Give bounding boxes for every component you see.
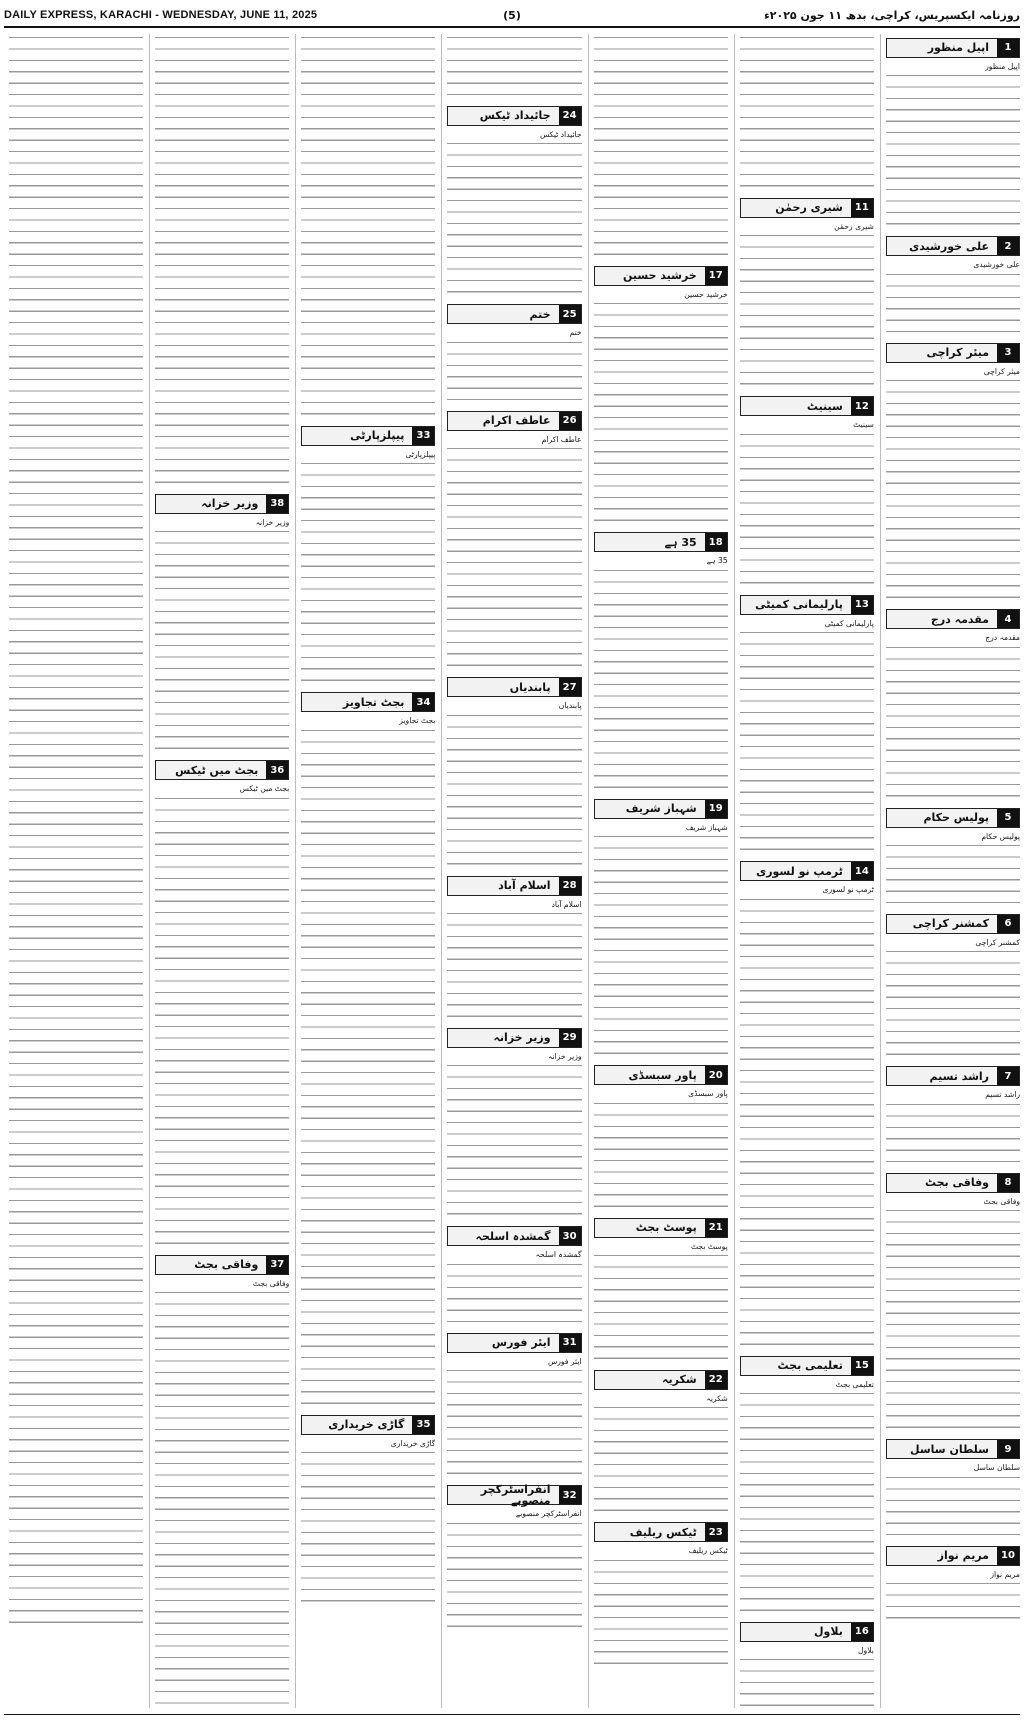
page-bottom-rule (4, 1714, 1020, 1715)
section-header (155, 1255, 289, 1275)
section-header (301, 1415, 435, 1435)
section-number: 31 (559, 1334, 581, 1352)
article-body (886, 1207, 1020, 1435)
column-5 (295, 34, 435, 1708)
section-title: ٹرمپ نو لسوری (756, 864, 843, 878)
section-header (740, 861, 874, 881)
section-header (301, 692, 435, 712)
article-text: گمشدہ اسلحہ (535, 1250, 582, 1260)
section-title: وفاقی بجٹ (924, 1176, 989, 1190)
section-number: 2 (997, 237, 1019, 255)
section-number: 38 (266, 495, 288, 513)
section-header (447, 411, 581, 431)
article-body (594, 1404, 728, 1518)
column-1 (880, 34, 1020, 1708)
section-title: تعلیمی بجٹ (777, 1358, 843, 1372)
section-title: پارلیمانی کمیٹی (755, 598, 843, 612)
article-body (886, 948, 1020, 1062)
section-header (447, 1028, 581, 1048)
section-title: اسلام آباد (498, 878, 551, 892)
article-body (886, 271, 1020, 339)
article-body (740, 896, 874, 1124)
article-body (594, 567, 728, 795)
section-number: 26 (559, 412, 581, 430)
section-title: وزیر خزانہ (493, 1031, 551, 1045)
article-body (155, 1517, 289, 1708)
article-body (886, 72, 1020, 232)
article-body (155, 262, 289, 490)
article-columns (4, 28, 1020, 1708)
article-body (301, 460, 435, 688)
article-text: اپیل منظور (985, 62, 1020, 71)
section-title: وفاقی بجٹ (194, 1258, 259, 1272)
article-text: خرشید حسین (684, 290, 728, 299)
article-text: سینیٹ (853, 420, 874, 430)
section-number: 13 (851, 596, 873, 614)
article-body (155, 1023, 289, 1251)
article-text: ٹیکس ریلیف (688, 1546, 728, 1556)
column-4 (441, 34, 581, 1708)
article-body (594, 1100, 728, 1214)
column-3 (588, 34, 728, 1708)
section-title: بجٹ میں ٹیکس (175, 763, 259, 777)
article-text: ختم (569, 328, 582, 338)
section-title: پیپلزپارٹی (350, 429, 405, 443)
article-text: میئر کراچی (983, 366, 1020, 376)
section-header (447, 1333, 581, 1353)
article-body (740, 1124, 874, 1352)
section-header (886, 914, 1020, 934)
article-body (740, 1390, 874, 1618)
page-number: (5) (503, 8, 521, 22)
section-header (594, 266, 728, 286)
section-title: گاڑی خریداری (328, 1418, 405, 1432)
article-body (9, 1402, 143, 1630)
section-title: بلاول (813, 1625, 843, 1639)
section-title: شکریہ (662, 1373, 697, 1387)
article-text: اسلام آباد (551, 899, 582, 909)
section-number: 27 (559, 678, 581, 696)
section-number: 7 (997, 1067, 1019, 1085)
article-body (9, 718, 143, 946)
section-title: گمشدہ اسلحہ (475, 1229, 551, 1243)
section-number: 18 (705, 533, 727, 551)
article-text: پوسٹ بجٹ (690, 1241, 728, 1251)
article-text: انفراسٹرکچر منصوبے (515, 1509, 582, 1519)
section-number: 16 (851, 1623, 873, 1641)
article-text: وفاقی بجٹ (252, 1278, 290, 1288)
article-body (301, 1449, 435, 1609)
section-number: 34 (412, 693, 434, 711)
article-body (447, 1367, 581, 1481)
article-body (447, 1520, 581, 1634)
section-number: 15 (851, 1357, 873, 1375)
article-body (9, 946, 143, 1174)
section-number: 10 (997, 1547, 1019, 1565)
article-text: پارلیمانی کمیٹی (824, 618, 874, 628)
section-number: 19 (705, 800, 727, 818)
section-title: بجٹ تجاویز (342, 695, 405, 709)
section-header (886, 1439, 1020, 1459)
article-body (9, 34, 143, 262)
section-number: 8 (997, 1174, 1019, 1192)
section-header (886, 1546, 1020, 1566)
section-header (886, 1173, 1020, 1193)
article-text: پیپلزپارٹی (405, 450, 436, 459)
article-text: ایئر فورس (547, 1356, 582, 1366)
section-number: 32 (559, 1486, 581, 1504)
article-body (9, 490, 143, 718)
article-text: راشد تسیم (985, 1090, 1020, 1100)
section-title: 35 ہے (664, 535, 697, 549)
section-header (447, 677, 581, 697)
section-header (155, 494, 289, 514)
article-text: علی خورشیدی (973, 260, 1020, 270)
article-body (740, 629, 874, 857)
section-title: پوسٹ بجٹ (635, 1220, 697, 1234)
article-body (301, 262, 435, 422)
article-body (447, 1261, 581, 1329)
article-body (9, 1174, 143, 1402)
article-text: تعلیمی بجٹ (835, 1379, 874, 1389)
article-text: شکریہ (706, 1394, 728, 1404)
article-text: پابندیاں (558, 701, 582, 711)
section-header (447, 106, 581, 126)
section-header (740, 396, 874, 416)
section-number: 24 (559, 107, 581, 125)
section-number: 5 (997, 809, 1019, 827)
section-title: پولیس حکام (923, 810, 989, 824)
section-title: راشد تسیم (929, 1069, 989, 1083)
section-number: 6 (997, 915, 1019, 933)
article-body (886, 377, 1020, 605)
section-title: ٹیکس ریلیف (629, 1525, 697, 1539)
article-text: کمشنر کراچی (975, 938, 1020, 948)
article-text: بجٹ میں ٹیکس (239, 784, 290, 794)
section-number: 25 (559, 305, 581, 323)
article-body (447, 712, 581, 872)
article-body (886, 1474, 1020, 1542)
article-body (740, 1656, 874, 1708)
article-body (155, 528, 289, 756)
article-text: پاور سبسڈی (688, 1089, 728, 1099)
section-title: ختم (529, 307, 551, 321)
article-body (886, 1101, 1020, 1169)
section-title: سینیٹ (806, 399, 843, 413)
article-body (740, 34, 874, 194)
section-number: 9 (997, 1440, 1019, 1458)
article-text: بلاول (858, 1646, 874, 1656)
article-body (740, 431, 874, 591)
article-body (155, 1289, 289, 1517)
article-text: مقدمہ درج (985, 633, 1020, 643)
section-title: مقدمہ درج (930, 612, 989, 626)
section-title: عاطف اکرام (482, 414, 551, 428)
article-body (594, 300, 728, 528)
masthead-english-date: DAILY EXPRESS, KARACHI - WEDNESDAY, JUNE 11, 2025 (4, 9, 318, 21)
section-number: 37 (266, 1256, 288, 1274)
article-body (447, 34, 581, 102)
section-title: پابندیاں (509, 680, 551, 694)
column-6 (149, 34, 289, 1708)
article-text: سلطان ساسل (973, 1463, 1020, 1473)
section-number: 14 (851, 862, 873, 880)
section-number: 12 (851, 397, 873, 415)
section-title: سلطان ساسل (910, 1442, 989, 1456)
article-text: وزیر خزانہ (255, 518, 290, 527)
article-body (594, 1557, 728, 1671)
section-number: 36 (266, 761, 288, 779)
section-header (594, 799, 728, 819)
article-body (886, 1580, 1020, 1626)
article-text: وزیر خزانہ (547, 1052, 582, 1062)
section-title: شیری رحمٰن (775, 201, 843, 215)
article-text: عاطف اکرام (541, 434, 582, 444)
article-text: شہباز شریف (685, 822, 728, 832)
section-header (594, 532, 728, 552)
section-number: 4 (997, 610, 1019, 628)
section-header (886, 808, 1020, 828)
section-header (447, 1482, 581, 1508)
section-title: مریم نواز (937, 1548, 989, 1562)
section-header (447, 304, 581, 324)
section-number: 20 (705, 1066, 727, 1084)
section-title: خرشید حسین (622, 269, 697, 283)
article-body (594, 833, 728, 1061)
section-number: 35 (412, 1416, 434, 1434)
section-number: 29 (559, 1029, 581, 1047)
section-number: 28 (559, 877, 581, 895)
section-header (740, 1356, 874, 1376)
article-body (301, 34, 435, 262)
section-number: 21 (705, 1219, 727, 1237)
section-header (886, 236, 1020, 256)
section-title: جائیداد ٹیکس (479, 109, 551, 123)
article-body (155, 34, 289, 262)
section-title: ایئر فورس (491, 1336, 551, 1350)
section-header (155, 760, 289, 780)
section-title: انفراسٹرکچر منصوبے (480, 1482, 551, 1508)
article-body (9, 262, 143, 490)
column-7 (4, 34, 143, 1708)
section-header (740, 1622, 874, 1642)
section-header (594, 1370, 728, 1390)
article-body (301, 955, 435, 1183)
section-title: میئر کراچی (926, 346, 989, 360)
article-body (301, 1183, 435, 1411)
article-text: وفاقی بجٹ (983, 1196, 1020, 1206)
article-text: مریم نواز (990, 1569, 1020, 1579)
section-number: 11 (851, 199, 873, 217)
section-title: وزیر خزانہ (201, 497, 259, 511)
article-text: شیری رحمٰن (834, 222, 874, 231)
section-title: اپیل منظور (927, 41, 989, 55)
section-header (740, 198, 874, 218)
article-body (155, 795, 289, 1023)
article-body (301, 727, 435, 955)
article-body (886, 644, 1020, 804)
article-body (886, 842, 1020, 910)
article-body (447, 1062, 581, 1222)
section-header (594, 1218, 728, 1238)
section-header (886, 1066, 1020, 1086)
section-number: 17 (705, 267, 727, 285)
article-body (447, 140, 581, 300)
article-text: پولیس حکام (981, 831, 1020, 841)
section-title: کمشنر کراچی (912, 917, 989, 931)
section-number: 30 (559, 1227, 581, 1245)
section-header (301, 426, 435, 446)
article-text: جائیداد ٹیکس (539, 130, 582, 139)
article-text: گاڑی خریداری (390, 1438, 436, 1448)
section-number: 22 (705, 1371, 727, 1389)
article-body (594, 34, 728, 262)
article-body (447, 910, 581, 1024)
section-header (886, 38, 1020, 58)
section-header (740, 595, 874, 615)
section-header (886, 343, 1020, 363)
section-number: 1 (997, 39, 1019, 57)
section-title: پاور سبسڈی (628, 1068, 697, 1082)
article-text: بجٹ تجاویز (399, 716, 436, 726)
article-body (447, 339, 581, 407)
section-title: شہباز شریف (625, 802, 697, 816)
column-2 (734, 34, 874, 1708)
section-header (594, 1522, 728, 1542)
section-header (447, 1226, 581, 1246)
masthead (4, 4, 1020, 28)
section-header (594, 1065, 728, 1085)
section-number: 23 (705, 1523, 727, 1541)
article-text: ٹرمپ نو لسوری (822, 885, 874, 895)
section-header (447, 876, 581, 896)
article-text: 35 ہے (706, 556, 728, 566)
section-number: 33 (412, 427, 434, 445)
section-header (886, 609, 1020, 629)
section-number: 3 (997, 344, 1019, 362)
article-body (447, 445, 581, 673)
section-title: علی خورشیدی (909, 239, 989, 253)
article-body (594, 1252, 728, 1366)
article-body (740, 232, 874, 392)
masthead-urdu-date: روزنامہ ایکسپریس، کراچی، بدھ ۱۱ جون ۲۰۲۵ء (764, 8, 1020, 22)
